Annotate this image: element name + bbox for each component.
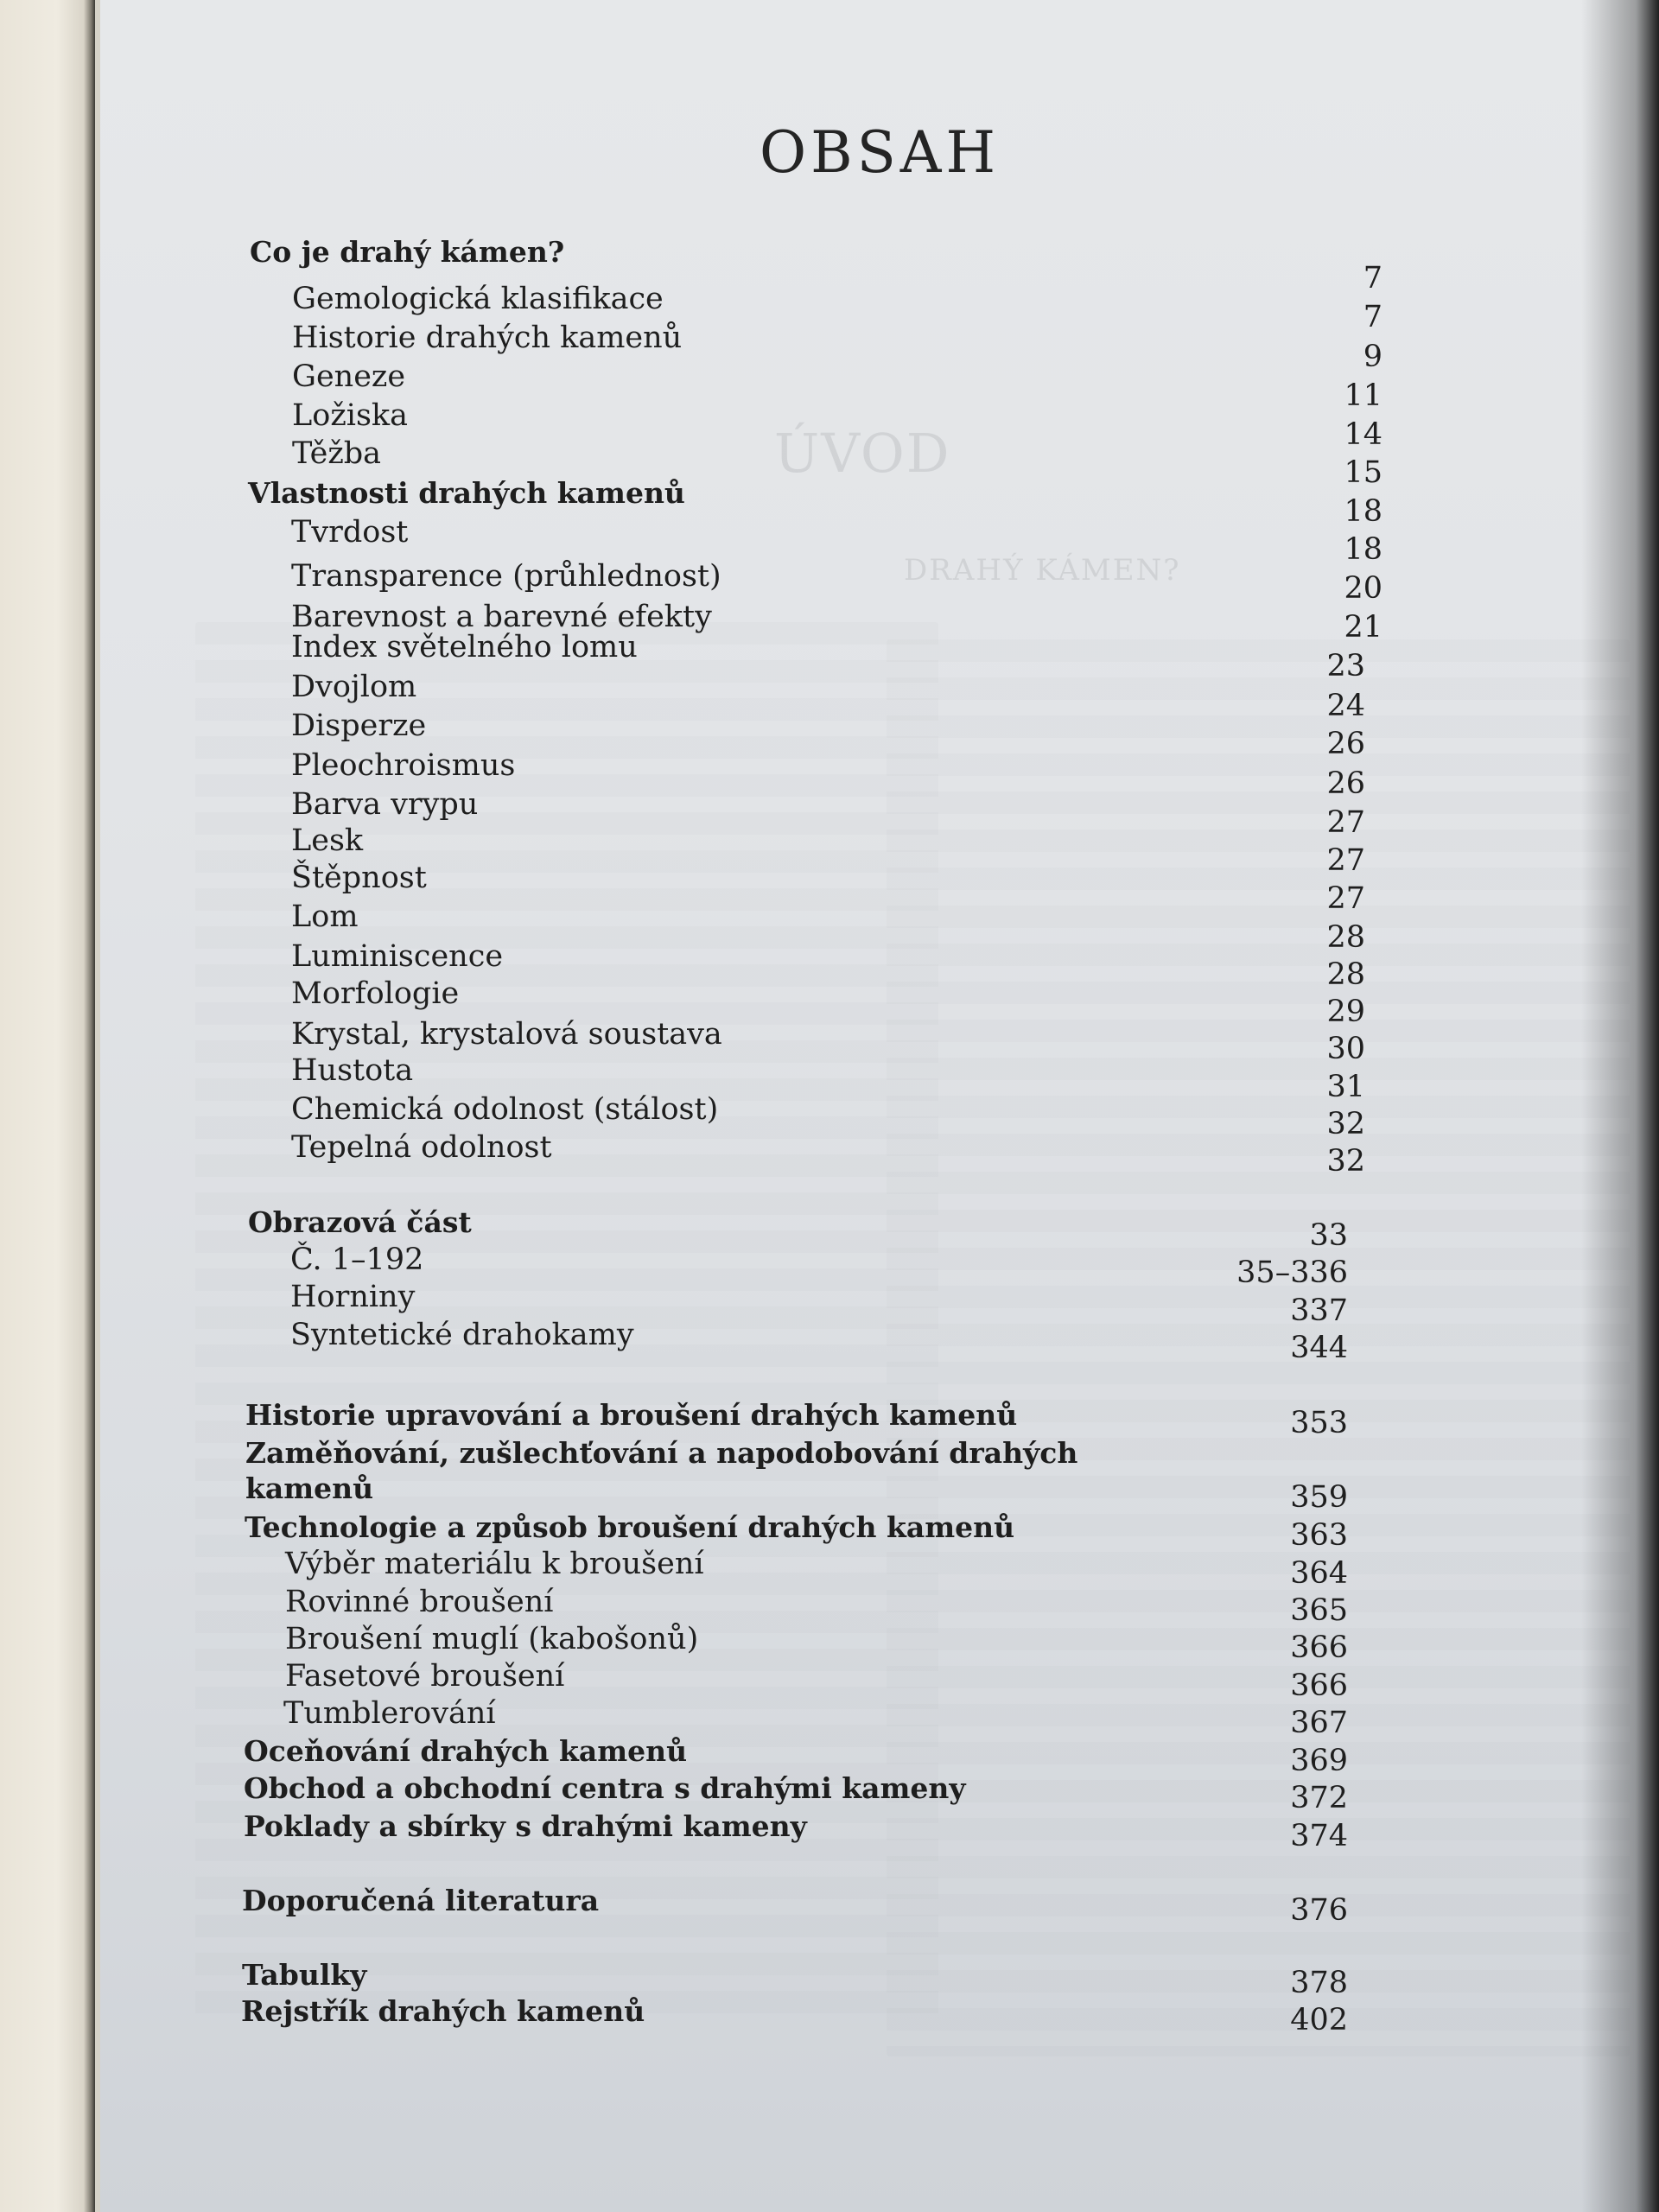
- left-page-edge: [0, 0, 95, 2212]
- toc-page-number: 374: [1290, 1819, 1348, 1853]
- toc-subsection-title: Horniny: [290, 1280, 416, 1314]
- toc-subsection-title: Dvojlom: [291, 670, 417, 704]
- toc-page-number: 359: [1290, 1480, 1348, 1515]
- toc-subsection-title: Tvrdost: [291, 515, 409, 550]
- toc-page-number: 337: [1290, 1294, 1348, 1328]
- toc-page-number: 9: [1363, 340, 1382, 374]
- toc-page-number: 29: [1326, 995, 1365, 1029]
- toc-section-title: Vlastnosti drahých kamenů: [248, 476, 685, 510]
- toc-page-number: 27: [1326, 843, 1365, 878]
- page-edge-shadow: [1581, 0, 1659, 2212]
- toc-subsection-title: Štěpnost: [291, 861, 427, 895]
- toc-section-title: kamenů: [245, 1471, 374, 1505]
- toc-page-number: 18: [1344, 494, 1382, 529]
- toc-page-number: 376: [1290, 1893, 1348, 1928]
- toc-page-number: 35–336: [1236, 1255, 1348, 1290]
- toc-subsection-title: Index světelného lomu: [291, 630, 638, 664]
- toc-section-title: Co je drahý kámen?: [250, 235, 565, 269]
- toc-subsection-title: Barevnost a barevné efekty: [291, 600, 712, 634]
- toc-subsection-title: Pleochroismus: [291, 748, 516, 783]
- toc-page-number: 402: [1290, 2003, 1348, 2037]
- toc-page-number: 32: [1326, 1107, 1365, 1141]
- toc-subsection-title: Morfologie: [291, 976, 460, 1011]
- toc-page-number: 21: [1344, 610, 1382, 645]
- toc-page-number: 366: [1290, 1630, 1348, 1665]
- toc-subsection-title: Chemická odolnost (stálost): [291, 1092, 719, 1127]
- toc-section-title: Historie upravování a broušení drahých kamenů: [245, 1398, 1018, 1432]
- toc-page-number: 27: [1326, 805, 1365, 840]
- toc-section-title: Rejstřík drahých kamenů: [241, 1994, 645, 2028]
- toc-subsection-title: Těžba: [292, 436, 382, 471]
- toc-page-number: 344: [1290, 1331, 1348, 1365]
- toc-subsection-title: Historie drahých kamenů: [292, 321, 683, 355]
- toc-subsection-title: Disperze: [291, 709, 427, 743]
- toc-page-number: 7: [1363, 300, 1382, 334]
- toc-page-number: 366: [1290, 1669, 1348, 1703]
- toc-subsection-title: Tumblerování: [283, 1696, 496, 1731]
- toc-subsection-title: Výběr materiálu k broušení: [285, 1547, 704, 1581]
- toc-page-number: 11: [1344, 378, 1382, 413]
- toc-page-number: 27: [1326, 881, 1365, 916]
- toc-page-number: 364: [1290, 1556, 1348, 1591]
- toc-section-title: Obrazová část: [248, 1205, 472, 1239]
- toc-subsection-title: Syntetické drahokamy: [290, 1318, 634, 1352]
- toc-subsection-title: Gemologická klasifikace: [292, 282, 664, 316]
- toc-page-number: 20: [1344, 571, 1382, 606]
- bleed-through-subheading: DRAHÝ KÁMEN?: [904, 553, 1181, 588]
- toc-page-number: 31: [1326, 1070, 1365, 1104]
- toc-subsection-title: Hustota: [291, 1053, 414, 1088]
- toc-page-number: 363: [1290, 1518, 1348, 1553]
- book-page: [100, 0, 1659, 2212]
- toc-subsection-title: Transparence (průhlednost): [291, 559, 721, 594]
- toc-section-title: Tabulky: [242, 1958, 367, 1992]
- toc-page-number: 372: [1290, 1781, 1348, 1815]
- toc-subsection-title: Geneze: [292, 359, 406, 394]
- toc-page-number: 18: [1344, 532, 1382, 567]
- toc-subsection-title: Barva vrypu: [291, 787, 479, 822]
- toc-page-number: 24: [1326, 689, 1365, 723]
- toc-page-number: 378: [1290, 1966, 1348, 2000]
- toc-subsection-title: Krystal, krystalová soustava: [291, 1017, 722, 1052]
- toc-page-number: 365: [1290, 1593, 1348, 1628]
- toc-subsection-title: Lom: [291, 899, 359, 934]
- toc-subsection-title: Rovinné broušení: [285, 1585, 554, 1619]
- toc-subsection-title: Fasetové broušení: [285, 1659, 565, 1694]
- toc-page-number: 28: [1326, 957, 1365, 992]
- toc-page-number: 26: [1326, 727, 1365, 761]
- toc-page-number: 7: [1363, 261, 1382, 296]
- toc-section-title: Poklady a sbírky s drahými kameny: [244, 1809, 807, 1843]
- toc-section-title: Zaměňování, zušlechťování a napodobování drahých: [245, 1436, 1078, 1470]
- toc-page-number: 23: [1326, 649, 1365, 683]
- page-title: OBSAH: [759, 119, 1001, 186]
- toc-section-title: Obchod a obchodní centra s drahými kameny: [244, 1771, 966, 1805]
- toc-subsection-title: Č. 1–192: [290, 1243, 424, 1277]
- toc-subsection-title: Lesk: [291, 823, 364, 858]
- toc-page-number: 353: [1290, 1406, 1348, 1440]
- toc-page-number: 367: [1290, 1706, 1348, 1740]
- toc-section-title: Doporučená literatura: [242, 1884, 600, 1917]
- toc-page-number: 15: [1344, 455, 1382, 490]
- toc-page-number: 26: [1326, 766, 1365, 801]
- bleed-through-heading: ÚVOD: [774, 422, 951, 485]
- toc-section-title: Oceňování drahých kamenů: [244, 1734, 688, 1768]
- toc-page-number: 14: [1344, 417, 1382, 452]
- toc-section-title: Technologie a způsob broušení drahých kamenů: [245, 1510, 1015, 1544]
- toc-page-number: 369: [1290, 1744, 1348, 1778]
- toc-subsection-title: Tepelná odolnost: [291, 1130, 552, 1165]
- toc-subsection-title: Luminiscence: [291, 939, 504, 974]
- toc-page-number: 33: [1309, 1218, 1348, 1253]
- toc-page-number: 32: [1326, 1144, 1365, 1179]
- toc-subsection-title: Broušení muglí (kabošonů): [285, 1622, 699, 1656]
- toc-subsection-title: Ložiska: [292, 398, 408, 433]
- toc-page-number: 28: [1326, 920, 1365, 955]
- toc-page-number: 30: [1326, 1032, 1365, 1066]
